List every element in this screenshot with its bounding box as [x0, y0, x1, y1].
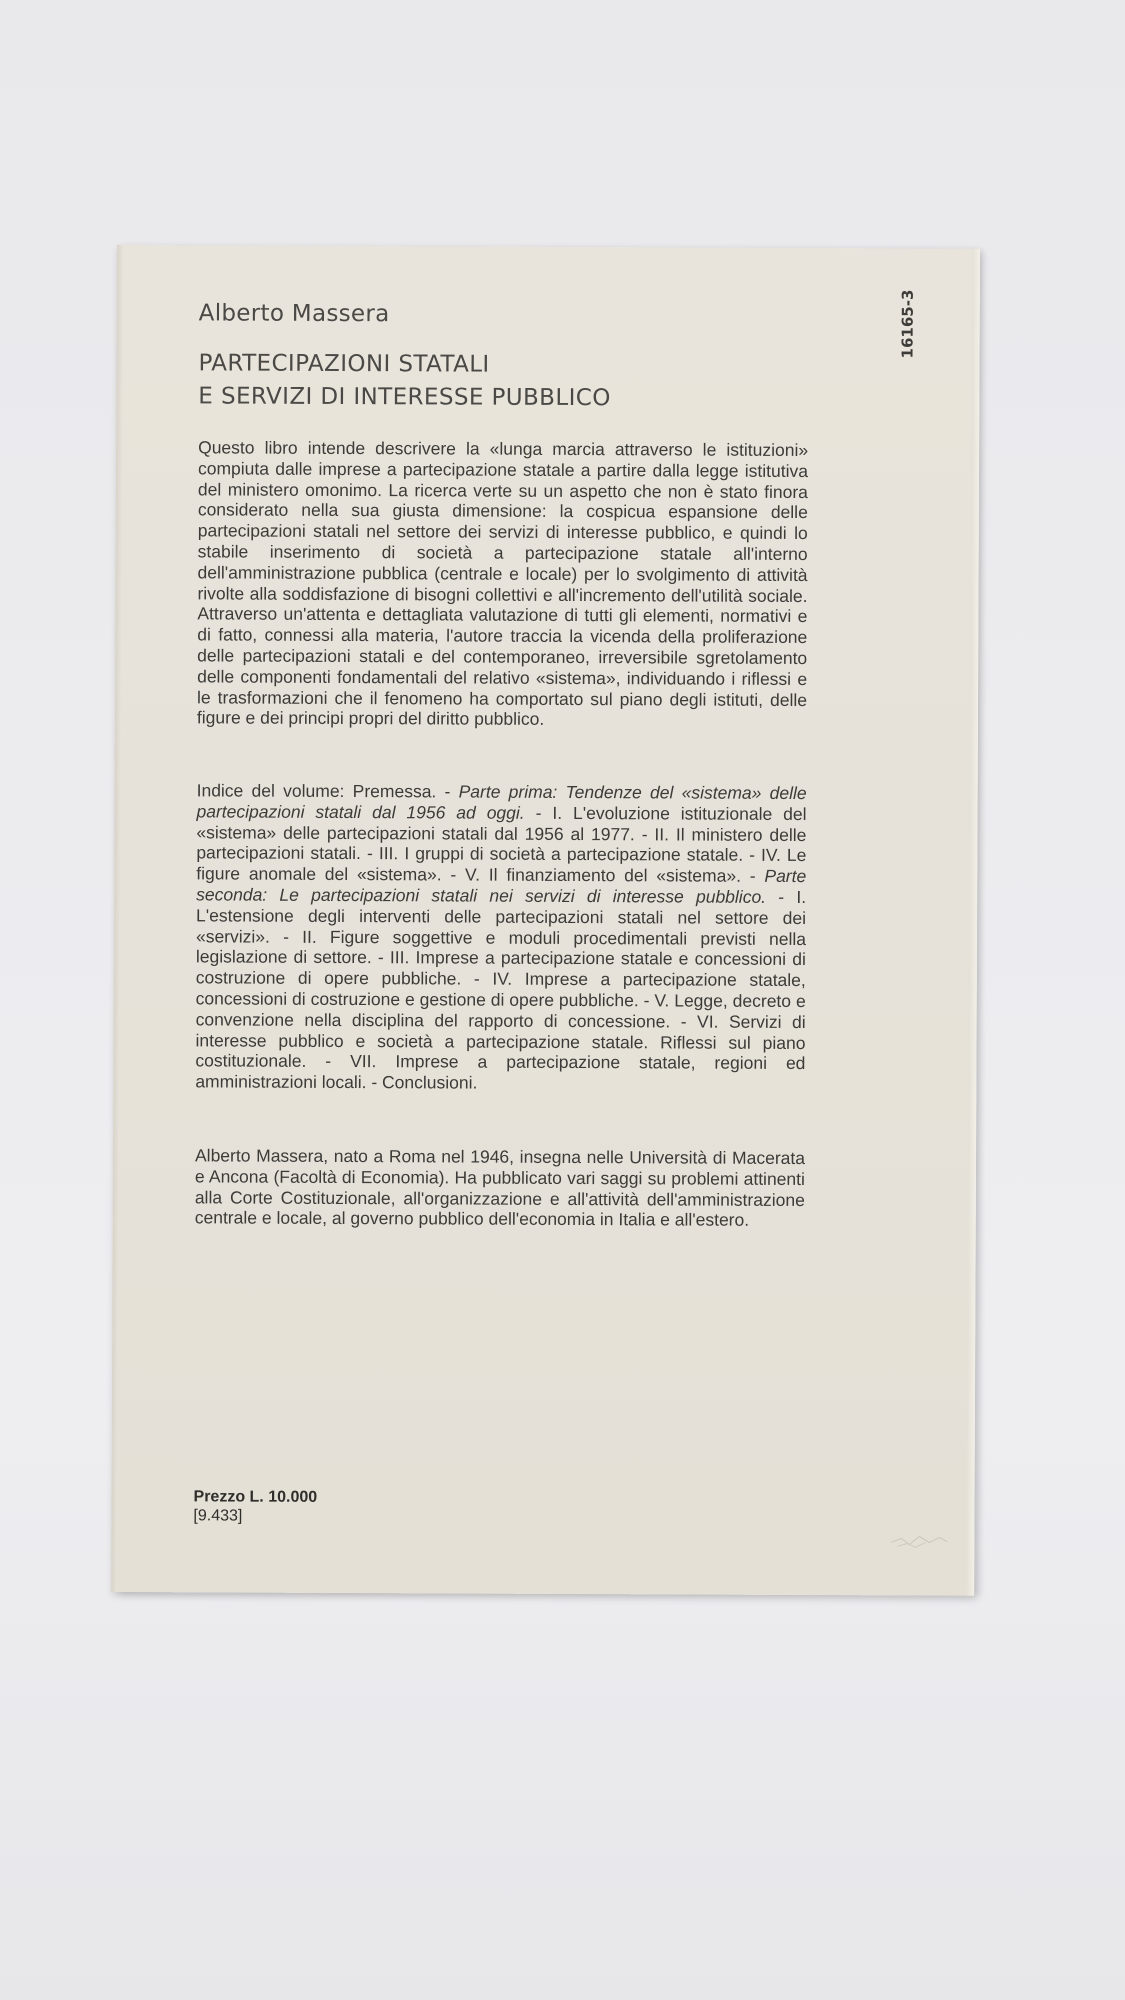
author-bio: Alberto Massera, nato a Roma nel 1946, insegna nelle Università di Macerata e Ancona (Facoltà di Economia). Ha pubblicato vari saggi su problemi attinenti alla Corte Costituzionale, all'organizzazione e all'attività dell'amministrazione centrale e locale, al governo pubblico dell'economia in Italia e all'estero.	[194, 1145, 806, 1231]
index-part1-body: - I. L'evoluzione istituzionale del «sistema» delle partecipazioni statali dal 1956 al 1977. - II. Il ministero delle partecipazioni statali. - III. I gruppi di società a partecipazione statale. - IV. Le figure anomale del «sistema». - V. Il finanziamento del «sistema». -	[196, 802, 807, 887]
scuff-mark	[889, 1528, 949, 1550]
price-code: [9.433]	[193, 1507, 243, 1525]
book-title	[198, 347, 611, 415]
price-label: Prezzo L. 10.000	[193, 1488, 318, 1506]
blurb-paragraph: Questo libro intende descrivere la «lunga marcia attraverso le istituzioni» compiuta dalle imprese a partecipazione statale a partire dalla legge istitutiva del ministero omonimo. La ricerca verte su un aspetto che non è stato finora considerato nella sua giusta dimensione: la cospicua espansione delle partecipazioni statali nel settore dei servizi di interesse pubblico, e quindi lo stabile inserimento di società a partecipazione statale all'interno dell'amministrazione pubblica (centrale e locale) per lo svolgimento di attività rivolte alla soddisfazione di bisogni collettivi e all'incremento dell'utilità sociale. Attraverso un'attenta e dettagliata valutazione di tutti gli elementi, normativi e di fatto, connessi alla materia, l'autore traccia la vicenda della proliferazione delle partecipazioni statali e del contemporaneo, irreversibile sgretolamento delle componenti fondamentali del relativo «sistema», individuando i riflessi e le trasformazioni che il fenomeno ha comportato sul piano degli istituti, delle figure e dei principi propri del diritto pubblico.	[196, 437, 809, 730]
book-back-cover	[111, 245, 980, 1596]
index-part2-title: Parte seconda: Le partecipazioni statali nei servizi di interesse pubblico.	[196, 866, 807, 907]
author-name: Alberto Massera	[198, 300, 390, 328]
catalog-code: 16165-3	[898, 289, 917, 359]
price-block	[193, 1487, 317, 1526]
title-line-2: E SERVIZI DI INTERESSE PUBBLICO	[198, 383, 611, 412]
index-part1-title: Parte prima: Tendenze del «sistema» delle partecipazioni statali dal 1956 ad oggi.	[196, 781, 807, 823]
index-part2-body: - I. L'estensione degli interventi delle partecipazioni statali nel settore dei «servizi». - II. Figure soggettive e moduli procedimentali previsti nella legislazione di settore. - III. Imprese a partecipazione statale e concessioni di costruzione di opere pubbliche. - IV. Imprese a partecipazione statale, concessioni di costruzione e gestione di opere pubbliche. - V. Legge, decreto e convenzione nella disciplina del rapporto di concessione. - VI. Servizi di interesse pubblico e società a partecipazione statale. Riflessi sul piano costituzionale. - VII. Imprese a partecipazione statale, regioni ed amministrazioni locali. - Conclusioni.	[195, 886, 807, 1093]
index-intro: Indice del volume: Premessa. -	[196, 780, 459, 802]
title-line-1: PARTECIPAZIONI STATALI	[198, 350, 490, 378]
table-of-contents	[195, 780, 806, 1095]
